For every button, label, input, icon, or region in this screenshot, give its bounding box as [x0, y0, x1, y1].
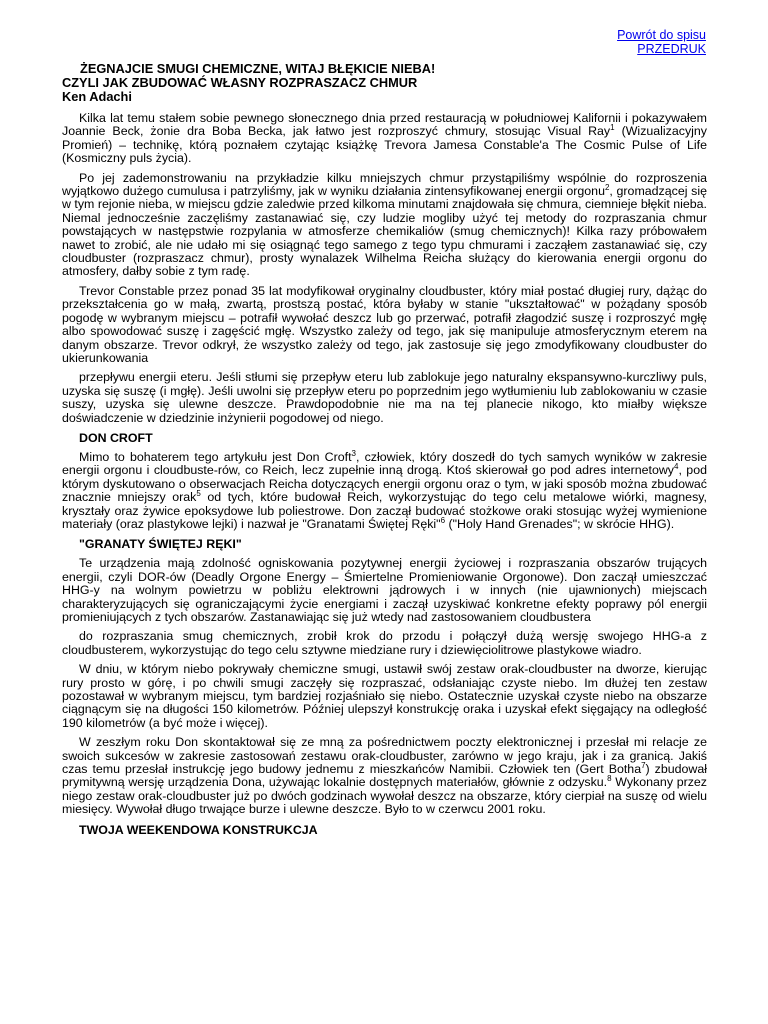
footnote-ref-3: 3 [351, 448, 356, 458]
paragraph-7: do rozpraszania smug chemicznych, zrobił krok do przodu i połączył dużą wersję swojego HHG-a z cloudbusterem, wykorzystując do tego celu sztywne miedziane rury i dziewięciolitrowe plastykowe wiadro. [62, 629, 707, 657]
article-subtitle: CZYLI JAK ZBUDOWAĆ WŁASNY ROZPRASZACZ CHMUR [62, 75, 418, 90]
paragraph-9: W zeszłym roku Don skontaktował się ze mną za pośrednictwem poczty elektronicznej i przesłał mi relacje ze swoich sukcesów w zakresie zastosowań zestawu orak-cloudbuster, zarówno w jego kraju, jak i za granicą. Jakiś czas temu przesłał instrukcję jego budowy jednemu z mieszkańców Namibii. Człowiek ten (Gert Botha$^7$) zbudował prymitywną wersję urządzenia Dona, używając lokalnie dostępnych materiałów, głównie z odzysku.$^8$ Wykonany przez niego zestaw orak-cloudbuster już po dwóch godzinach wywołał deszcz na obszarze, który cierpiał na suszę od wielu miesięcy. Wywołał długo trwające burze i ulewne deszcze. Było to w czerwcu 2001 roku. [62, 735, 708, 817]
article-header [62, 62, 707, 104]
back-to-contents-link[interactable]: Powrót do spisu [617, 28, 706, 42]
paragraph-8: W dniu, w którym niebo pokrywały chemiczne smugi, ustawił swój zestaw orak-cloudbuster na dworze, kierując rury prosto w górę, i po chwili smugi zaczęły się rozpraszać, odsłaniając czyste niebo. Im dłużej ten zestaw pozostawał w wybranym miejscu, tym bardziej rozjaśniało się niebo. Ostatecznie uzyskał czyste niebo na obszarze ciągnącym się na długości 150 kilometrów. Później ulepszył konstrukcję oraka i uzyskał efekt sięgający na odległość 190 kilometrów (a być może i więcej). [62, 662, 707, 730]
article-content [62, 62, 707, 843]
paragraph-4: przepływu energii eteru. Jeśli stłumi się przepływ eteru lub zablokuje jego naturalny ekspansywno-kurczliwy puls, uzyska się suszę (i mgłę). Jeśli uwolni się przepływ eteru po poprzednim jego wytłumieniu lub zablokowaniu w czasie suszy, uzyska się ulewne deszcze. Prawdopodobnie nie ma na tej planecie nikogo, kto miałby większe doświadczenie w dziedzinie inżynierii pogodowej od niego. [62, 370, 707, 425]
paragraph-1: Kilka lat temu stałem sobie pewnego słonecznego dnia przed restauracją w południowej Kalifornii i pokazywałem Joannie Beck, żonie dra Boba Becka, jak łatwo jest rozproszyć chmury, stosując Visual Ray$^1$ (Wizualizacyjny Promień) – technikę, którą poznałem czytając książkę Trevora Jamesa Constable'a The Cosmic Pulse of Life (Kosmiczny puls życia). [62, 111, 707, 166]
footnote-ref-8: 8 [607, 774, 612, 784]
paragraph-3: Trevor Constable przez ponad 35 lat modyfikował oryginalny cloudbuster, który miał postać długiej rury, dążąc do przekształcenia go w małą, zwartą, prostszą postać, która byłaby w stanie "ukształtować" w pożądany sposób pogodę w wybranym miejscu – potrafił wywołać deszcz lub go przerwać, potrafił złagodzić suszę i rozproszyć mgłę albo spowodować suszę i zagęścić mgłę. Wszystko zależy od tego, jak się manipuluje atmosferycznym eterem na danym obszarze. Trevor odkrył, że wszystko zależy od tego, jak zastosuje się jego zmodyfikowany cloudbuster do ukierunkowania [62, 283, 707, 365]
footnote-ref-1: 1 [610, 123, 615, 133]
footnote-ref-2: 2 [604, 182, 610, 192]
article-author: Ken Adachi [62, 89, 132, 104]
reprint-link[interactable]: PRZEDRUK [637, 42, 706, 56]
paragraph-6: Te urządzenia mają zdolność ogniskowania pozytywnej energii życiowej i rozpraszania obszarów trujących energii, czyli DOR-ów (Deadly Orgone Energy – Śmiertelne Promieniowanie Orgonowe). Don zaczął umieszczać HHG-y na wolnym powietrzu w pobliżu elektrowni jądrowych i w innych (nie ujawnionych) miejscach charakteryzujących się ograniczającymi życie energiami i zaczął uzyskiwać konkretne efekty poprawy pól energii promieniujących z tych obszarów. Zastanawiając się już wtedy nad zastosowaniem cloudbustera [62, 556, 707, 624]
section-heading-granaty: "GRANATY ŚWIĘTEJ RĘKI" [79, 537, 242, 552]
footnote-ref-5: 5 [196, 489, 201, 499]
section-heading-weekend: TWOJA WEEKENDOWA KONSTRUKCJA [79, 822, 318, 837]
navigation-links [617, 28, 706, 56]
paragraph-5: Mimo to bohaterem tego artykułu jest Don Croft$^3$, człowiek, który doszedł do tych samych wyników w zakresie energii orgonu i cloudbuste-rów, co Reich, lecz zupełnie inną drogą. Ktoś skierował go pod adres internetowy$^4$, pod którym dyskutowano o obserwacjach Reicha dotyczących energii orgonu oraz o tym, w jaki sposób można zbudować znacznie mniejszy orak$^5$ od tych, które budował Reich, wykorzystując do tego celu metalowe wiórki, magnesy, kryształy oraz żywice epoksydowe lub poliestrowe. Don zaczął budować stożkowe oraki stosując wyżej wymienione materiały (oraz plastykowe lejki) i nazwał je "Granatami Świętej Ręki"$^6$ ("Holy Hand Grenades"; w skrócie HHG). [62, 448, 707, 531]
section-heading-don-croft: DON CROFT [79, 430, 153, 445]
footnote-ref-7: 7 [641, 760, 646, 770]
article-title: ŻEGNAJCIE SMUGI CHEMICZNE, WITAJ BŁĘKICIE NIEBA! [80, 61, 436, 76]
footnote-ref-6: 6 [440, 515, 446, 525]
footnote-ref-4: 4 [673, 462, 679, 472]
paragraph-2: Po jej zademonstrowaniu na przykładzie kilku mniejszych chmur przystąpiliśmy wspólnie do rozproszenia wyjątkowo dużego cumulusa i patrzyliśmy, jak w wyniku działania zintensyfikowanej energii orgonu$^2$, gromadzącej się w tym rejonie nieba, w miejscu gdzie zaledwie przed kilkoma minutami znajdowała się chmura, ciemnieje błękit nieba. Niemal jednocześnie zaczęliśmy zastanawiać się, czy ludzie mogliby użyć tej metody do rozpraszania chmur powstających w następstwie rozpylania w atmosferze chemikaliów (smug chemicznych)! Kilka razy próbowałem nawet to zrobić, ale nie udało mi się osiągnąć tego samego z tego typu chmurami i zacząłem zastanawiać się, czy cloudbuster (rozpraszacz chmur), prosty wynalazek Wilhelma Reicha służący do kierowania energii orgonu do atmosfery, dałby sobie z tym radę. [62, 170, 707, 279]
